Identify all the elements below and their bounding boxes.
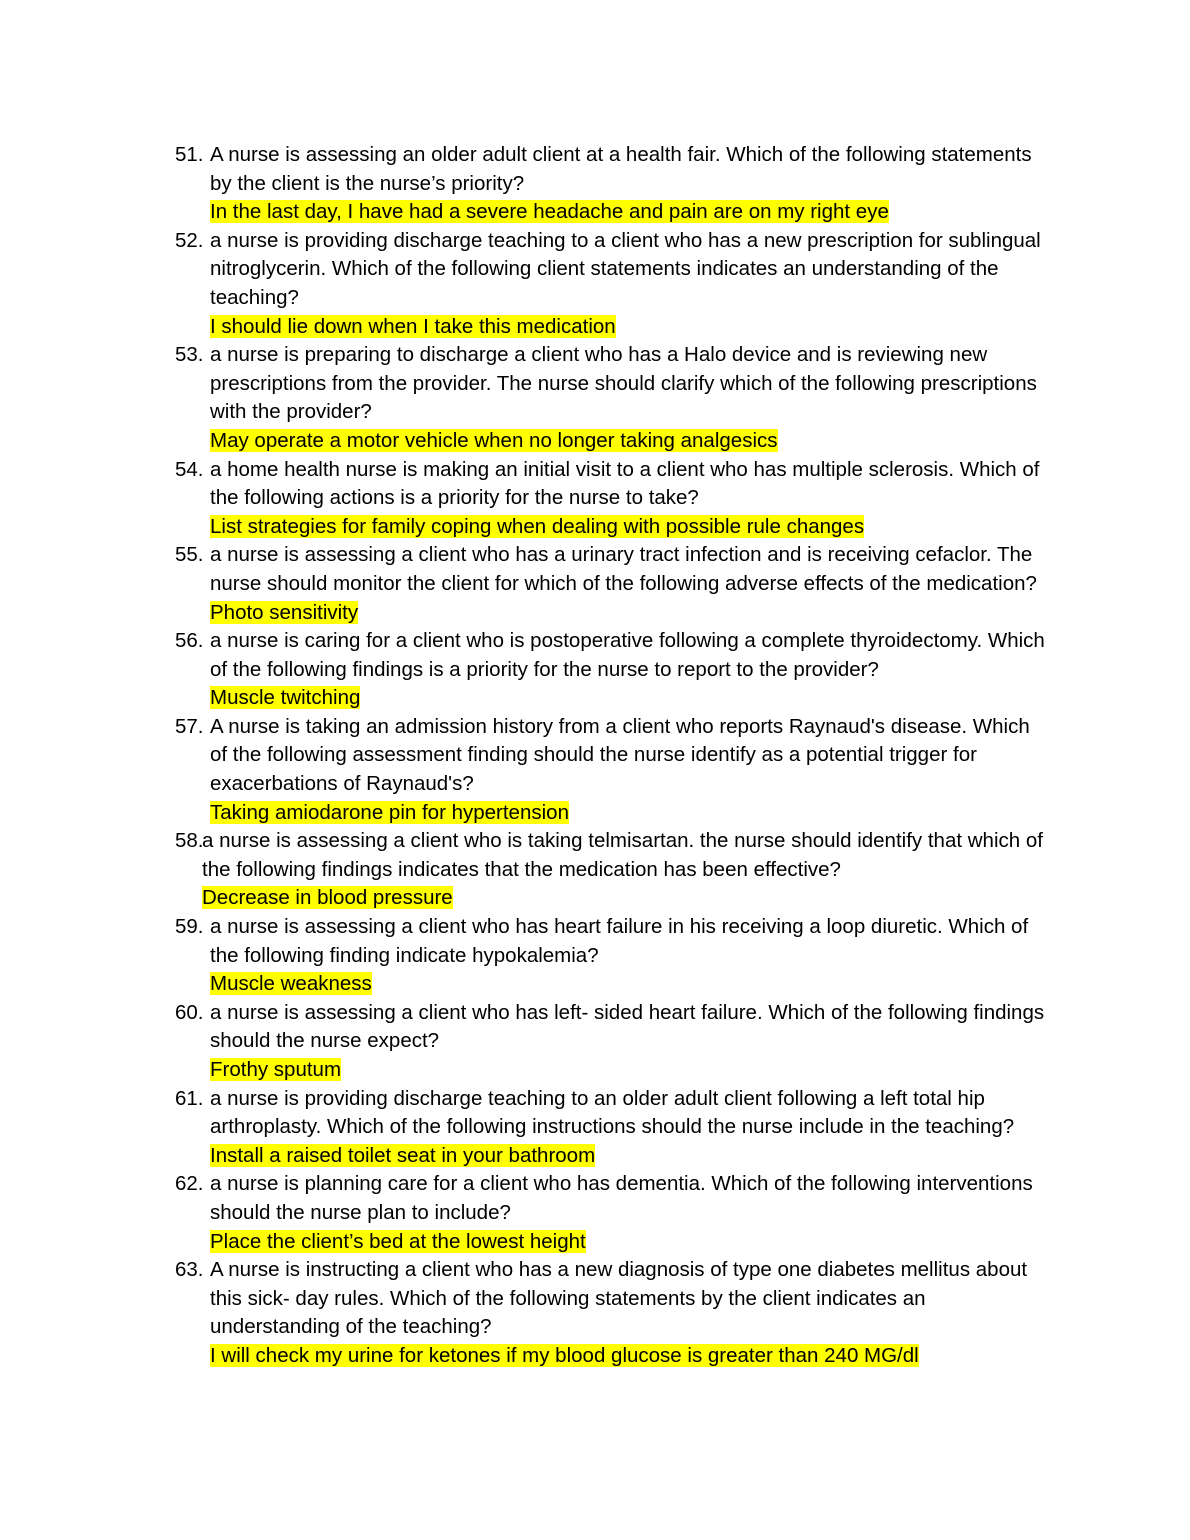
answer-highlight: Taking amiodarone pin for hypertension	[210, 800, 569, 824]
question-number: 53.	[175, 343, 204, 367]
question-text: a nurse is assessing a client who has a urinary tract infection and is receiving cefaclor. The nurse should monitor the client for which of the following adverse effects of the medication?	[210, 543, 1037, 595]
answer-highlight: Install a raised toilet seat in your bathroom	[210, 1143, 596, 1167]
question-item	[175, 827, 1045, 913]
question-number: 59.	[175, 915, 204, 939]
question-text: A nurse is instructing a client who has a new diagnosis of type one diabetes mellitus about this sick- day rules. Which of the following statements by the client indicates an understanding of the teaching?	[210, 1258, 1028, 1339]
answer-highlight: May operate a motor vehicle when no longer taking analgesics	[210, 428, 778, 452]
question-item	[175, 713, 1045, 827]
question-item	[175, 999, 1045, 1085]
question-item	[175, 1085, 1045, 1171]
answer-highlight: Place the client’s bed at the lowest height	[210, 1229, 586, 1253]
document-page	[175, 141, 1045, 1371]
question-text: a nurse is assessing a client who has heart failure in his receiving a loop diuretic. Which of the following finding indicate hypokalemia?	[210, 915, 1029, 967]
question-text: a nurse is caring for a client who is postoperative following a complete thyroidectomy. Which of the following findings is a priority for the nurse to report to the provider?	[210, 629, 1045, 681]
question-number: 58.	[175, 829, 204, 853]
question-number: 54.	[175, 457, 204, 481]
answer-highlight: I will check my urine for ketones if my blood glucose is greater than 240 MG/dl	[210, 1343, 919, 1367]
question-text: a nurse is providing discharge teaching to an older adult client following a left total hip arthroplasty. Which of the following instructions should the nurse include in the teaching?	[210, 1086, 1015, 1139]
question-text: A nurse is taking an admission history from a client who reports Raynaud's disease. Which of the following assessment finding should the nurse identify as a potential trigger for exacerbations of Raynaud's?	[210, 714, 1030, 796]
question-number: 56.	[175, 629, 204, 653]
question-item	[175, 1256, 1045, 1370]
answer-highlight: In the last day, I have had a severe headache and pain are on my right eye	[210, 200, 889, 224]
question-item	[175, 913, 1045, 999]
question-text: a home health nurse is making an initial visit to a client who has multiple sclerosis. Which of the following actions is a priority for the nurse to take?	[210, 457, 1040, 510]
question-number: 57.	[175, 714, 204, 738]
answer-highlight: Decrease in blood pressure	[202, 886, 453, 910]
question-item	[175, 456, 1045, 542]
question-number: 62.	[175, 1172, 204, 1196]
question-text: a nurse is planning care for a client who has dementia. Which of the following interventions should the nurse plan to include?	[210, 1172, 1033, 1224]
question-text: a nurse is assessing a client who has left- sided heart failure. Which of the following findings should the nurse expect?	[210, 1000, 1045, 1053]
question-item	[175, 541, 1045, 627]
question-item	[175, 341, 1045, 455]
answer-highlight: Frothy sputum	[210, 1058, 342, 1081]
question-number: 51.	[175, 143, 204, 166]
question-number: 63.	[175, 1258, 204, 1282]
question-number: 60.	[175, 1000, 204, 1024]
question-item	[175, 141, 1045, 227]
question-text: a nurse is providing discharge teaching to a client who has a new prescription for sublingual nitroglycerin. Which of the following client statements indicates an understanding of the teaching?	[210, 228, 1041, 309]
question-number: 61.	[175, 1086, 204, 1110]
question-text: a nurse is assessing a client who is taking telmisartan. the nurse should identify that which of the following findings indicates that the medication has been effective?	[202, 829, 1043, 881]
answer-highlight: Photo sensitivity	[210, 600, 359, 624]
question-item	[175, 227, 1045, 341]
question-item	[175, 627, 1045, 713]
answer-highlight: List strategies for family coping when dealing with possible rule changes	[210, 514, 865, 538]
question-text: a nurse is preparing to discharge a client who has a Halo device and is reviewing new prescriptions from the provider. The nurse should clarify which of the following prescriptions with the provider?	[210, 343, 1037, 424]
question-text: A nurse is assessing an older adult client at a health fair. Which of the following statements by the client is the nurse’s priority?	[210, 143, 1032, 195]
question-number: 52.	[175, 228, 204, 252]
question-item	[175, 1170, 1045, 1256]
answer-highlight: Muscle twitching	[210, 686, 361, 710]
question-number: 55.	[175, 543, 204, 567]
answer-highlight: I should lie down when I take this medication	[210, 314, 616, 338]
answer-highlight: Muscle weakness	[210, 972, 372, 996]
